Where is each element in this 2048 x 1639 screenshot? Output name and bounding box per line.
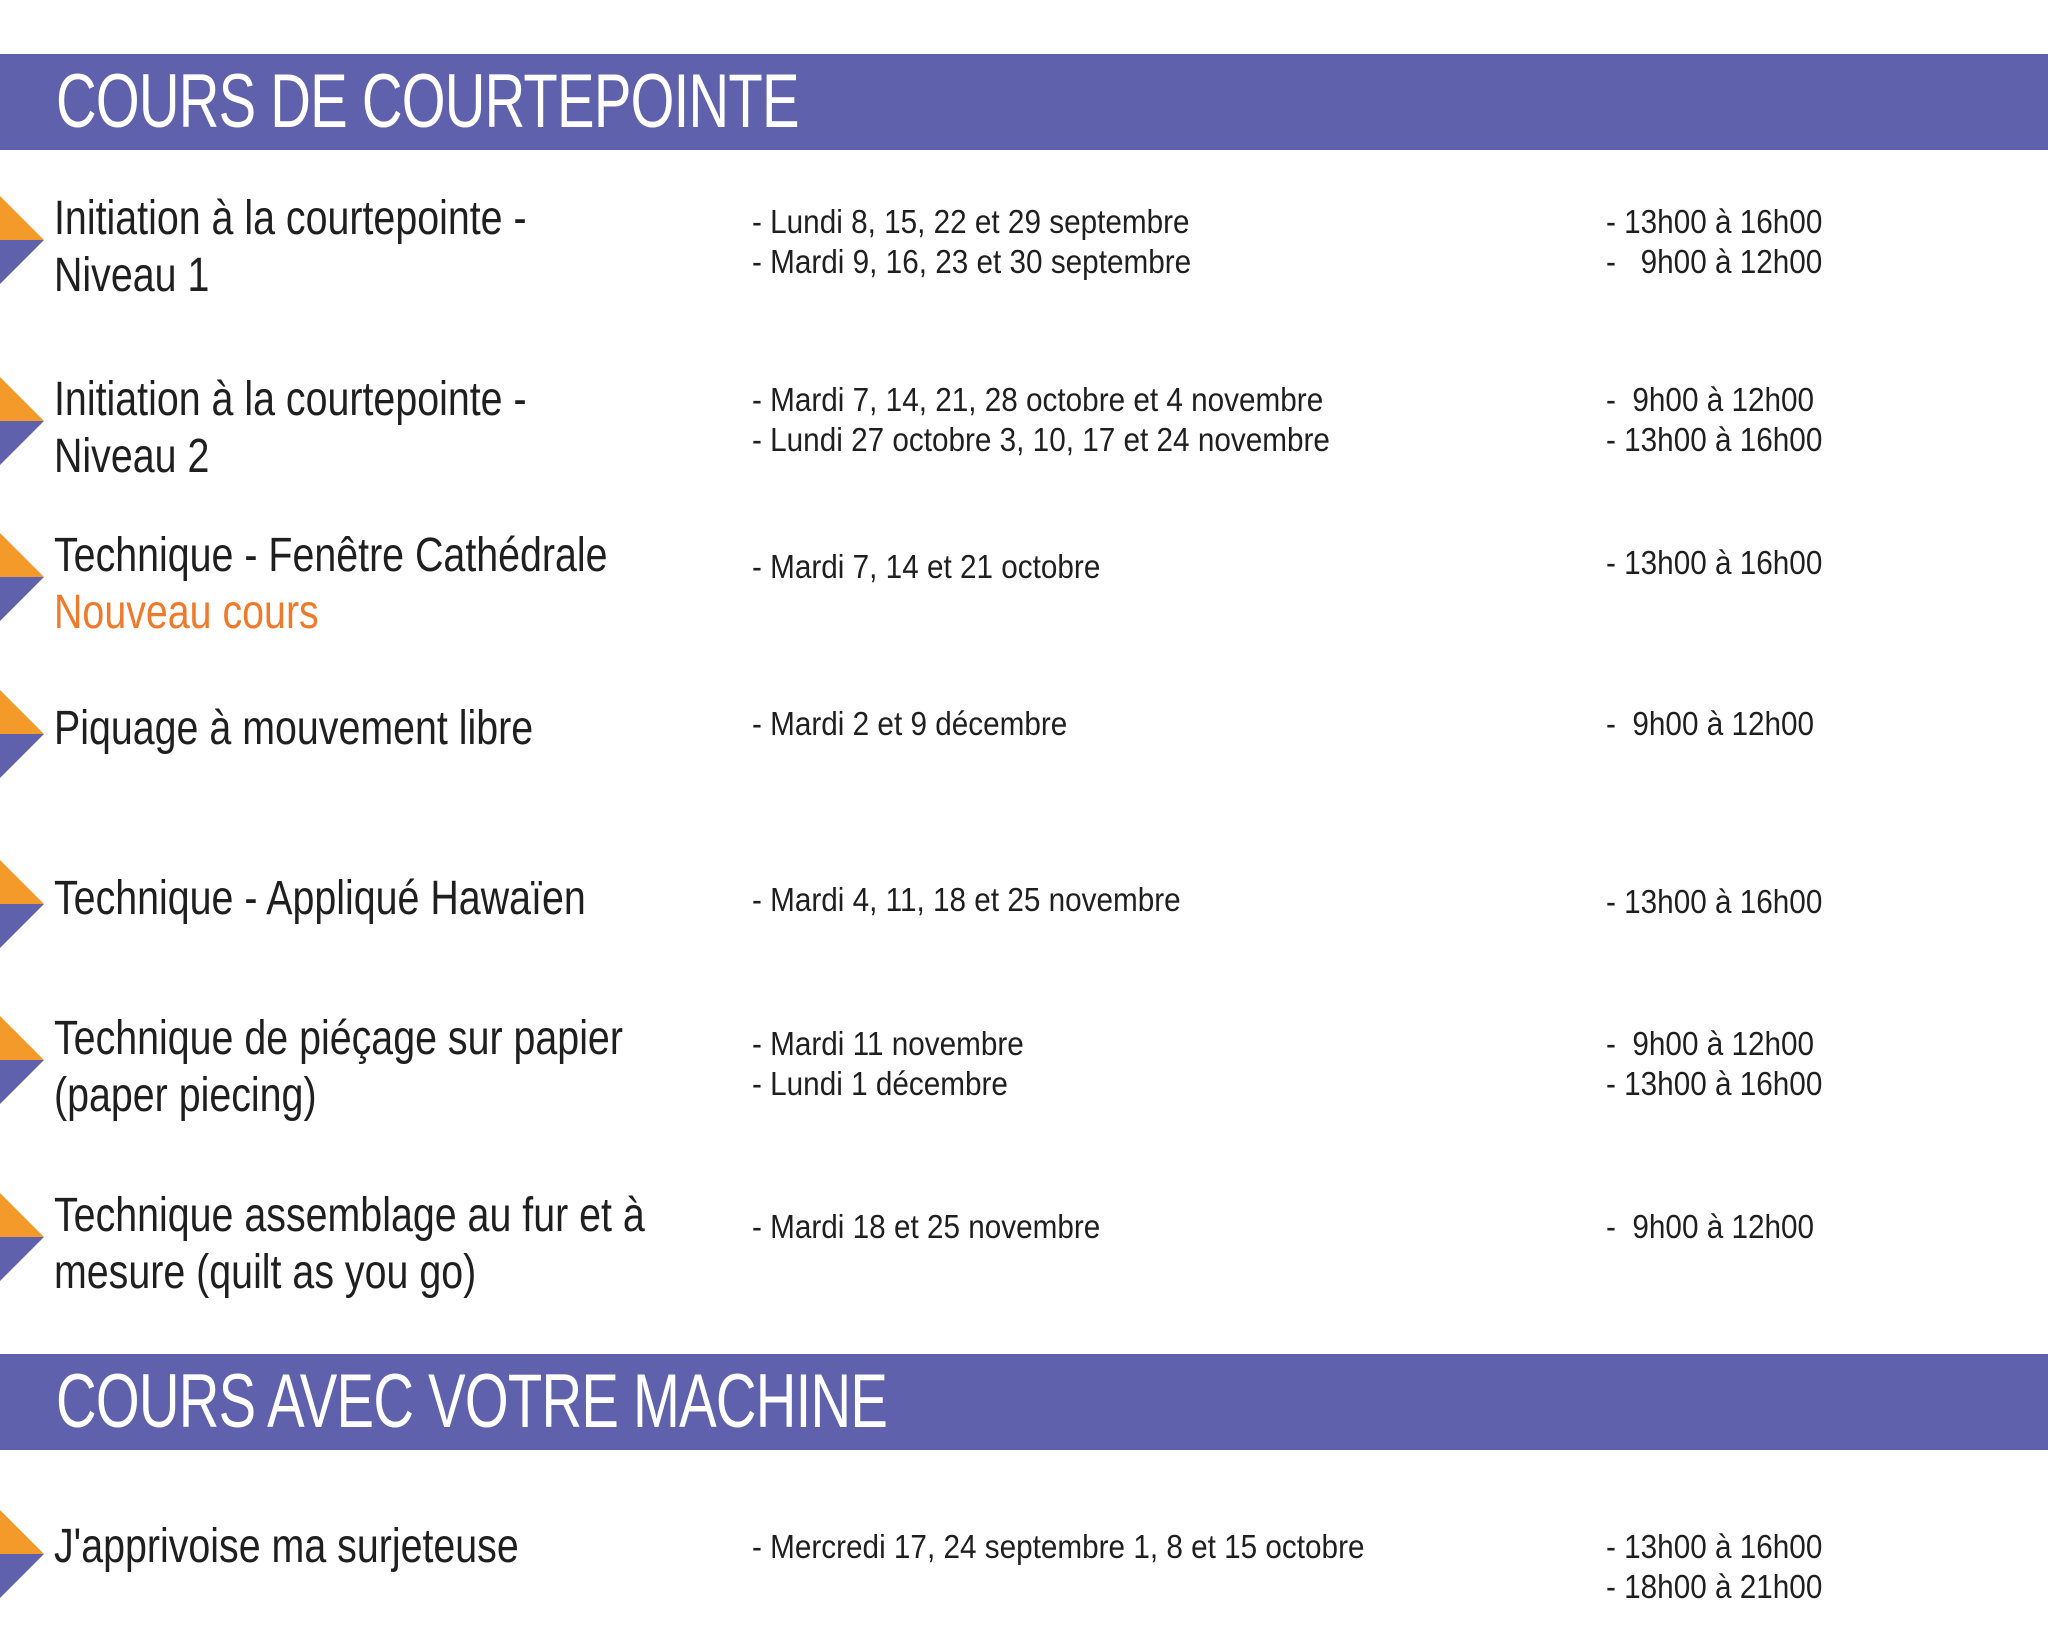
course-row [0, 1510, 2048, 1630]
course-row [0, 373, 2048, 497]
course-row [0, 192, 2048, 316]
course-dates: - Mardi 4, 11, 18 et 25 novembre [752, 881, 1181, 918]
course-name: Technique assemblage au fur et à mesure (quilt as you go) [54, 1189, 645, 1299]
course-dates: - Mercredi 17, 24 septembre 1, 8 et 15 octobre [752, 1528, 1365, 1565]
section-title: COURS AVEC VOTRE MACHINE [56, 1359, 888, 1444]
triangle-marker-icon [0, 196, 44, 284]
course-dates: - Mardi 7, 14 et 21 octobre [752, 548, 1101, 585]
course-times: - 13h00 à 16h00 [1606, 883, 1823, 920]
triangle-marker-icon [0, 377, 44, 465]
course-times: - 13h00 à 16h00 - 18h00 à 21h00 [1606, 1528, 1823, 1605]
course-dates: - Lundi 8, 15, 22 et 29 septembre - Mardi 9, 16, 23 et 30 septembre [752, 203, 1192, 280]
course-row [0, 529, 2048, 653]
triangle-marker-icon [0, 860, 44, 948]
course-name: Initiation à la courtepointe - Niveau 2 [54, 373, 527, 483]
course-dates: - Mardi 18 et 25 novembre [752, 1208, 1101, 1245]
course-dates: - Mardi 7, 14, 21, 28 octobre et 4 novembre - Lundi 27 octobre 3, 10, 17 et 24 novembre [752, 381, 1330, 458]
course-row [0, 690, 2048, 810]
course-times: - 9h00 à 12h00 [1606, 1208, 1815, 1245]
course-row [0, 1189, 2048, 1313]
course-name: Technique - Fenêtre Cathédrale Nouveau cours [54, 529, 608, 639]
section-header-quilting [0, 54, 2048, 150]
triangle-marker-icon [0, 1193, 44, 1281]
triangle-marker-icon [0, 690, 44, 778]
new-course-label: Nouveau cours [54, 586, 319, 639]
section-title: COURS DE COURTEPOINTE [56, 59, 799, 144]
course-name: J'apprivoise ma surjeteuse [54, 1520, 519, 1573]
course-times: - 9h00 à 12h00 - 13h00 à 16h00 [1606, 381, 1823, 458]
course-row [0, 1012, 2048, 1136]
course-times: - 9h00 à 12h00 [1606, 705, 1815, 742]
course-name: Technique - Appliqué Hawaïen [54, 872, 586, 925]
course-row [0, 860, 2048, 980]
course-dates: - Mardi 11 novembre - Lundi 1 décembre [752, 1025, 1024, 1102]
course-times: - 13h00 à 16h00 - 9h00 à 12h00 [1606, 203, 1823, 280]
course-name: Initiation à la courtepointe - Niveau 1 [54, 192, 527, 302]
triangle-marker-icon [0, 1016, 44, 1104]
course-dates: - Mardi 2 et 9 décembre [752, 705, 1068, 742]
course-name: Technique de piéçage sur papier (paper piecing) [54, 1012, 623, 1122]
triangle-marker-icon [0, 1510, 44, 1598]
section-header-machine [0, 1354, 2048, 1450]
course-name: Piquage à mouvement libre [54, 702, 534, 755]
course-times: - 13h00 à 16h00 [1606, 544, 1823, 581]
course-times: - 9h00 à 12h00 - 13h00 à 16h00 [1606, 1025, 1823, 1102]
triangle-marker-icon [0, 533, 44, 621]
